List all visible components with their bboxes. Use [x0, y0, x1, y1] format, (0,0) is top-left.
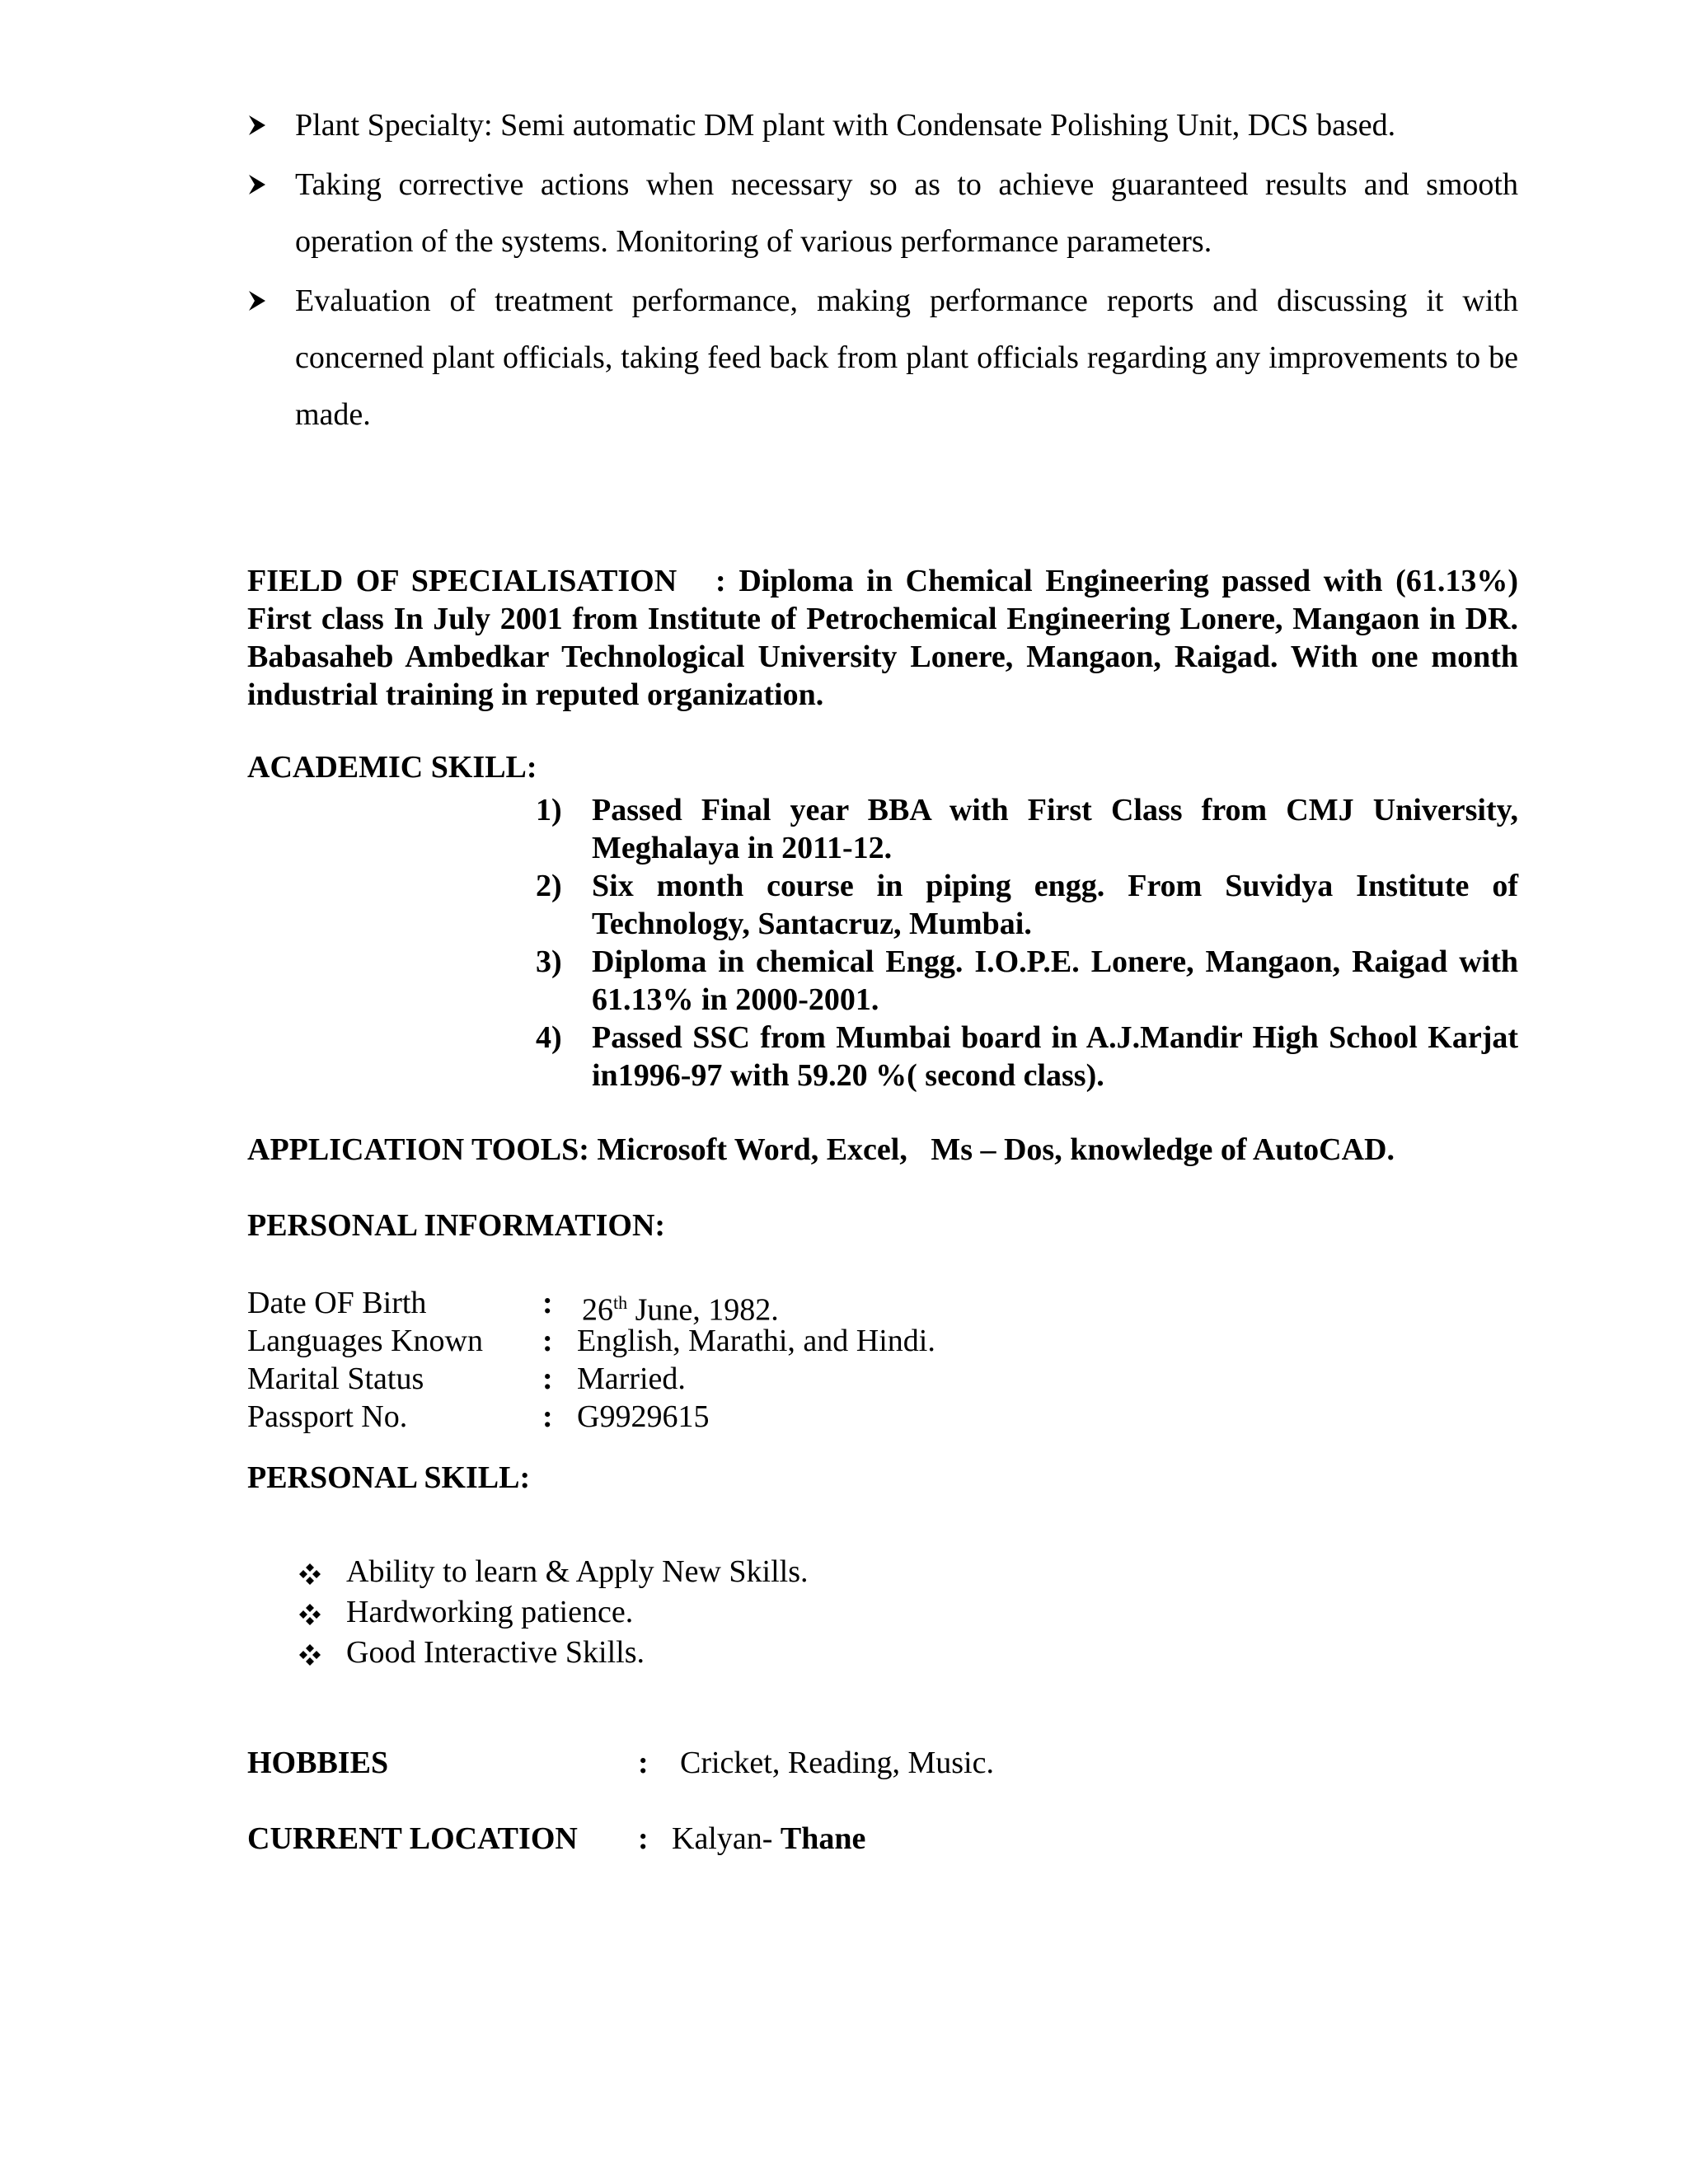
bullet-text: Plant Specialty: Semi automatic DM plant with Condensate Polishing Unit, DCS based.: [295, 108, 1396, 143]
info-label: Date OF Birth: [247, 1286, 427, 1320]
list-item: [297, 1552, 808, 1592]
info-value: 26th June, 1982.: [582, 1292, 779, 1328]
skill-text: Ability to learn & Apply New Skills.: [346, 1554, 809, 1589]
responsibility-list: [247, 97, 1518, 446]
list-item: [536, 791, 1518, 867]
location-value: Kalyan- Thane: [672, 1821, 866, 1856]
application-tools: APPLICATION TOOLS: Microsoft Word, Excel, Ms – Dos, knowledge of AutoCAD.: [247, 1132, 1395, 1167]
info-label: Passport No.: [247, 1399, 408, 1434]
info-colon: :: [542, 1399, 553, 1434]
item-number: 2): [536, 869, 562, 903]
item-number: 1): [536, 793, 562, 827]
list-item: [297, 1633, 808, 1673]
info-colon: :: [542, 1324, 553, 1358]
skill-text: Hardworking patience.: [346, 1595, 634, 1629]
academic-list: [536, 791, 1518, 1094]
item-text: Passed Final year BBA with First Class from CMJ University, Meghalaya in 2011-12.: [592, 793, 1518, 865]
list-item: [247, 273, 1518, 443]
item-text: Six month course in piping engg. From Suvidya Institute of Technology, Santacruz, Mumbai.: [592, 869, 1518, 941]
four-diamond-bullet-icon: [298, 1563, 321, 1586]
info-label: Marital Status: [247, 1361, 424, 1396]
list-item: [297, 1592, 808, 1633]
current-location-row: [247, 1820, 1071, 1858]
item-text: Diploma in chemical Engg. I.O.P.E. Lonere, Mangaon, Raigad with 61.13% in 2000-2001.: [592, 944, 1518, 1017]
field-heading: FIELD OF SPECIALISATION: [247, 564, 678, 598]
personal-skill-heading: PERSONAL SKILL:: [247, 1460, 531, 1495]
academic-skill-heading: ACADEMIC SKILL:: [247, 750, 537, 785]
arrowhead-bullet-icon: [247, 115, 267, 136]
list-item: [536, 867, 1518, 943]
location-label: CURRENT LOCATION: [247, 1821, 578, 1856]
hobbies-colon: :: [638, 1746, 649, 1780]
hobbies-row: [247, 1744, 1071, 1782]
personal-skill-list: [297, 1552, 808, 1673]
field-of-specialisation: [247, 562, 1518, 714]
info-colon: :: [542, 1286, 553, 1320]
field-text: : Diploma in Chemical Engineering passed with (61.13%) First class In July 2001 from Institute of Petrochemical Engineering Lonere, Mangaon in DR. Babasaheb Ambedkar Technological University Lonere, Mangaon, Raigad. With one month industrial training in reputed organization.: [247, 564, 1518, 712]
list-item: [536, 1019, 1518, 1094]
list-item: [536, 943, 1518, 1019]
arrowhead-bullet-icon: [247, 290, 267, 312]
item-text: Passed SSC from Mumbai board in A.J.Mandir High School Karjat in1996-97 with 59.20 %( second class).: [592, 1020, 1518, 1093]
skill-text: Good Interactive Skills.: [346, 1635, 645, 1670]
bullet-text: Evaluation of treatment performance, making performance reports and discussing it with concerned plant officials, taking feed back from plant officials regarding any improvements to be made.: [295, 284, 1518, 432]
info-value: Married.: [577, 1361, 686, 1396]
info-value: English, Marathi, and Hindi.: [577, 1324, 935, 1358]
four-diamond-bullet-icon: [298, 1643, 321, 1666]
info-label: Languages Known: [247, 1324, 483, 1358]
arrowhead-bullet-icon: [247, 174, 267, 195]
list-item: [247, 97, 1518, 154]
info-colon: :: [542, 1361, 553, 1396]
four-diamond-bullet-icon: [298, 1603, 321, 1626]
bullet-text: Taking corrective actions when necessary so as to achieve guaranteed results and smooth operation of the systems. Monitoring of various performance parameters.: [295, 167, 1518, 259]
list-item: [247, 157, 1518, 270]
info-value: G9929615: [577, 1399, 710, 1434]
hobbies-value: Cricket, Reading, Music.: [680, 1746, 994, 1780]
hobbies-label: HOBBIES: [247, 1746, 389, 1780]
item-number: 3): [536, 944, 562, 979]
personal-information-heading: PERSONAL INFORMATION:: [247, 1208, 666, 1243]
location-colon: :: [638, 1821, 649, 1856]
item-number: 4): [536, 1020, 562, 1055]
